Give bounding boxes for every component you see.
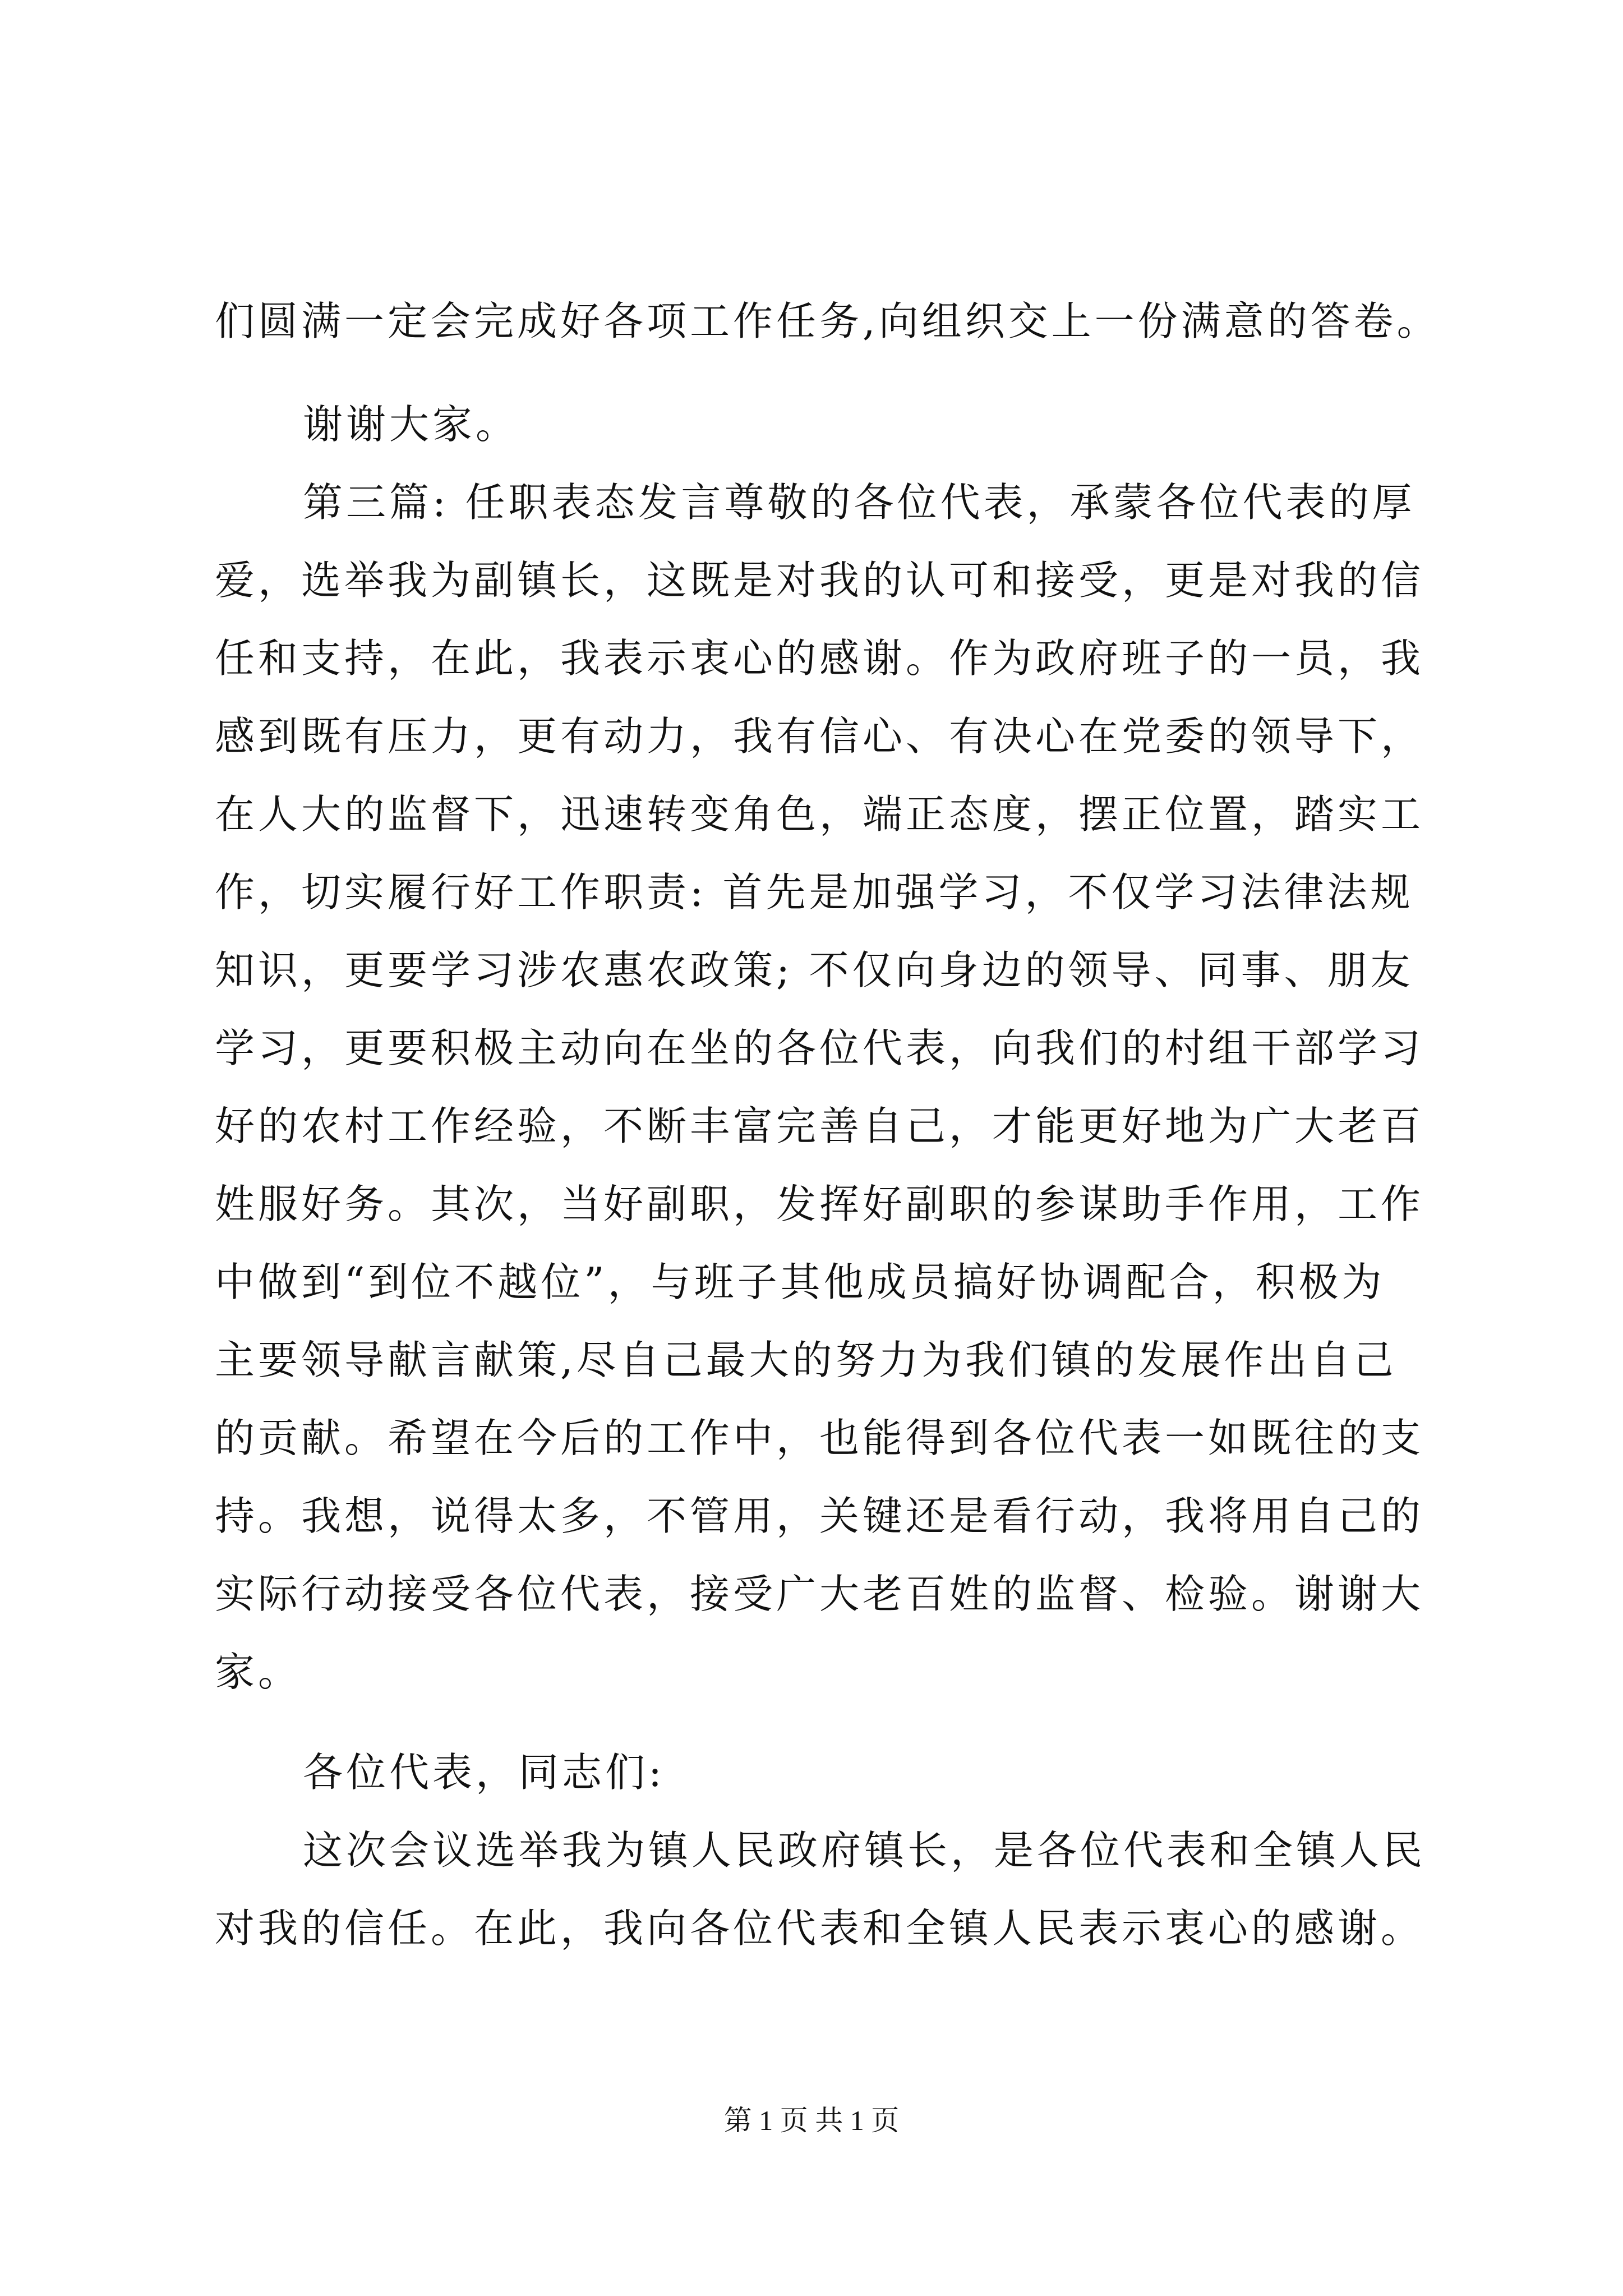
text-line: 各位代表，同志们: [303, 1749, 665, 1796]
text-line: 第三篇: 任职表态发言尊敬的各位代表，承蒙各位代表的厚 [303, 479, 1415, 526]
text-line: 感到既有压力，更有动力，我有信心、有决心在党委的领导下， [215, 713, 1424, 760]
text-line: 学习，更要积极主动向在坐的各位代表，向我们的村组干部学习 [215, 1025, 1424, 1071]
page-footer: 第 1 页 共 1 页 [723, 2105, 900, 2136]
text-line: 谢谢大家。 [303, 401, 519, 448]
text-line: 持。我想，说得太多，不管用，关键还是看行动，我将用自己的 [215, 1493, 1424, 1539]
text-line: 好的农村工作经验，不断丰富完善自己，才能更好地为广大老百 [215, 1103, 1424, 1149]
text-line: 实际行动接受各位代表，接受广大老百姓的监督、检验。谢谢大 [215, 1571, 1424, 1617]
text-line: 们圆满一定会完成好各项工作任务,向组织交上一份满意的答卷。 [215, 298, 1440, 344]
text-line: 知识，更要学习涉农惠农政策; 不仅向身边的领导、同事、朋友 [215, 947, 1414, 993]
text-line: 作，切实履行好工作职责: 首先是加强学习，不仅学习法律法规 [215, 869, 1414, 915]
text-line: 在人大的监督下，迅速转变角色，端正态度，摆正位置，踏实工 [215, 791, 1424, 838]
text-line: 对我的信任。在此，我向各位代表和全镇人民表示衷心的感谢。 [215, 1905, 1424, 1952]
text-line: 爱，选举我为副镇长，这既是对我的认可和接受，更是对我的信 [215, 557, 1424, 604]
text-line: 中做到“到位不越位”，与班子其他成员搞好协调配合，积极为 [215, 1259, 1385, 1305]
text-line: 主要领导献言献策,尽自己最大的努力为我们镇的发展作出自己 [215, 1337, 1397, 1383]
text-line: 的贡献。希望在今后的工作中，也能得到各位代表一如既往的支 [215, 1415, 1424, 1461]
text-line: 任和支持，在此，我表示衷心的感谢。作为政府班子的一员，我 [215, 635, 1424, 682]
text-line: 这次会议选举我为镇人民政府镇长，是各位代表和全镇人民 [303, 1827, 1426, 1874]
text-line: 家。 [215, 1649, 302, 1695]
text-line: 姓服好务。其次，当好副职，发挥好副职的参谋助手作用，工作 [215, 1181, 1424, 1227]
